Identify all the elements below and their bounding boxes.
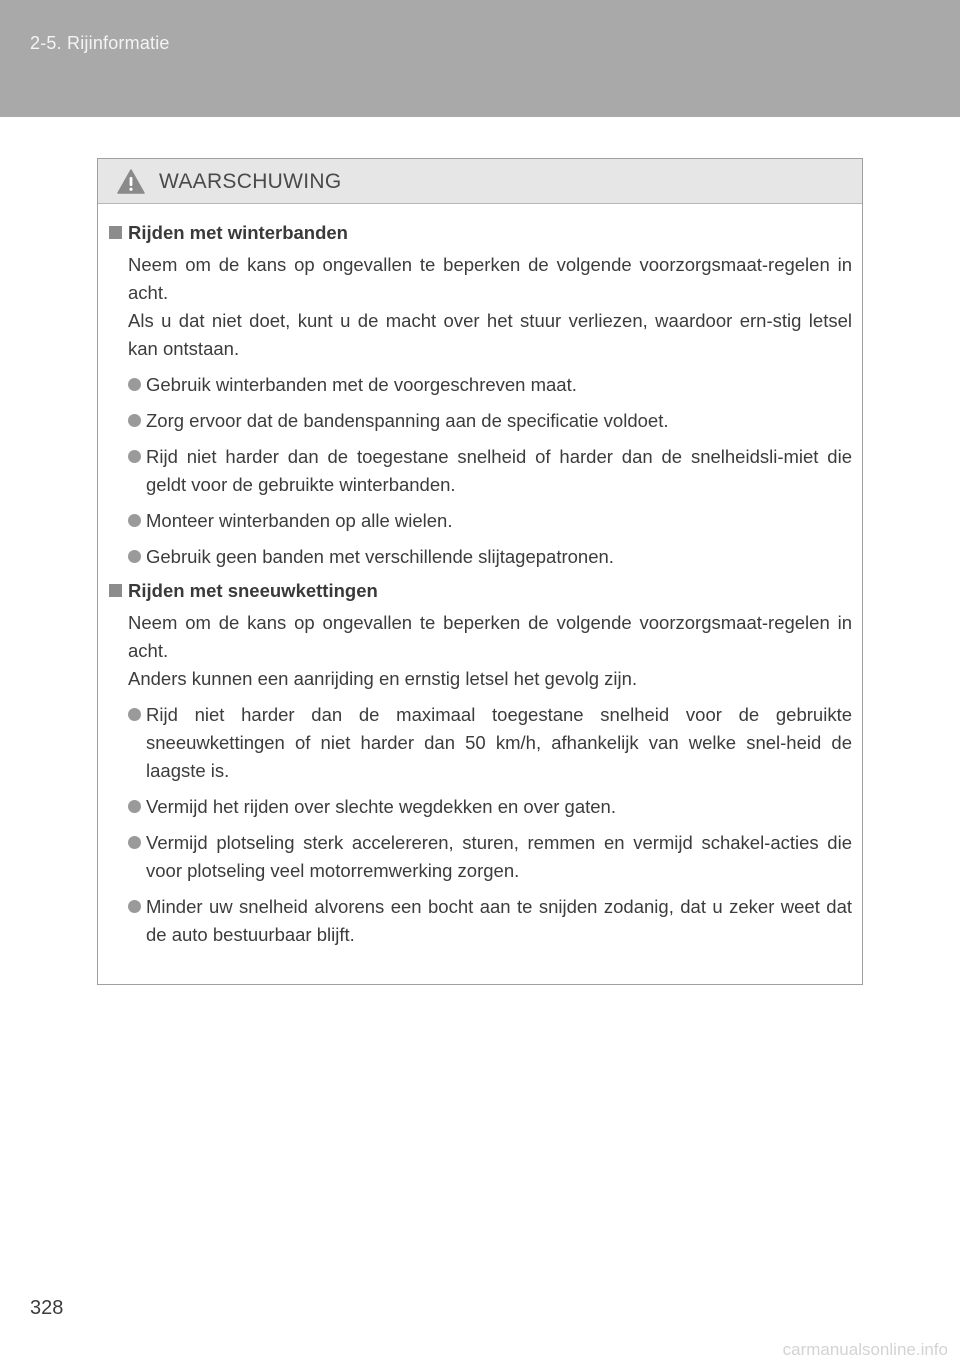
list-item-text: Vermijd plotseling sterk accelereren, sturen, remmen en vermijd schakel-acties die voor plotseling veel motorremwerking zorgen. bbox=[146, 832, 852, 881]
list-item bbox=[108, 507, 852, 535]
circle-bullet-icon bbox=[128, 836, 141, 849]
warning-triangle-icon bbox=[117, 169, 145, 194]
list-item-text: Rijd niet harder dan de toegestane snelheid of harder dan de snelheidsli-miet die geldt voor de gebruikte winterbanden. bbox=[146, 446, 852, 495]
list-item bbox=[108, 443, 852, 499]
section-heading bbox=[108, 577, 852, 605]
list-item bbox=[108, 407, 852, 435]
paragraph-line: Neem om de kans op ongevallen te beperken de volgende voorzorgsmaat-regelen in acht. bbox=[128, 612, 852, 661]
paragraph-line: Anders kunnen een aanrijding en ernstig letsel het gevolg zijn. bbox=[128, 668, 638, 689]
page-number: 328 bbox=[30, 1297, 64, 1319]
circle-bullet-icon bbox=[128, 450, 141, 463]
warning-title: WAARSCHUWING bbox=[159, 170, 342, 193]
circle-bullet-icon bbox=[128, 900, 141, 913]
list-item-text: Vermijd het rijden over slechte wegdekken en over gaten. bbox=[146, 796, 616, 817]
list-item bbox=[108, 701, 852, 785]
section-label: 2-5. Rijinformatie bbox=[30, 33, 170, 53]
list-item bbox=[108, 371, 852, 399]
watermark: carmanualsonline.info bbox=[782, 1340, 948, 1359]
page-header-band bbox=[0, 0, 960, 117]
list-item-text: Gebruik winterbanden met de voorgeschreven maat. bbox=[146, 374, 577, 395]
square-bullet-icon bbox=[109, 584, 122, 597]
warning-box bbox=[97, 158, 863, 985]
list-item bbox=[108, 793, 852, 821]
section-paragraph bbox=[108, 609, 852, 693]
list-item bbox=[108, 829, 852, 885]
section-heading-text: Rijden met winterbanden bbox=[128, 222, 348, 243]
list-item-text: Gebruik geen banden met verschillende slijtagepatronen. bbox=[146, 546, 614, 567]
section-paragraph bbox=[108, 251, 852, 363]
warning-header bbox=[98, 159, 862, 204]
circle-bullet-icon bbox=[128, 378, 141, 391]
list-item-text: Minder uw snelheid alvorens een bocht aan te snijden zodanig, dat u zeker weet dat de auto bestuurbaar blijft. bbox=[146, 896, 852, 945]
list-item-text: Zorg ervoor dat de bandenspanning aan de specificatie voldoet. bbox=[146, 410, 669, 431]
list-item bbox=[108, 543, 852, 571]
section-heading bbox=[108, 219, 852, 247]
circle-bullet-icon bbox=[128, 414, 141, 427]
circle-bullet-icon bbox=[128, 550, 141, 563]
section-heading-text: Rijden met sneeuwkettingen bbox=[128, 580, 378, 601]
warning-body bbox=[98, 204, 862, 949]
circle-bullet-icon bbox=[128, 800, 141, 813]
circle-bullet-icon bbox=[128, 708, 141, 721]
paragraph-line: Neem om de kans op ongevallen te beperken de volgende voorzorgsmaat-regelen in acht. bbox=[128, 254, 852, 303]
list-item bbox=[108, 893, 852, 949]
circle-bullet-icon bbox=[128, 514, 141, 527]
list-item-text: Rijd niet harder dan de maximaal toegestane snelheid voor de gebruikte sneeuwkettingen of niet harder dan 50 km/h, afhankelijk van welke snel-heid de laagste is. bbox=[146, 704, 852, 781]
square-bullet-icon bbox=[109, 226, 122, 239]
list-item-text: Monteer winterbanden op alle wielen. bbox=[146, 510, 453, 531]
paragraph-line: Als u dat niet doet, kunt u de macht over het stuur verliezen, waardoor ern-stig letsel kan ontstaan. bbox=[128, 310, 852, 359]
